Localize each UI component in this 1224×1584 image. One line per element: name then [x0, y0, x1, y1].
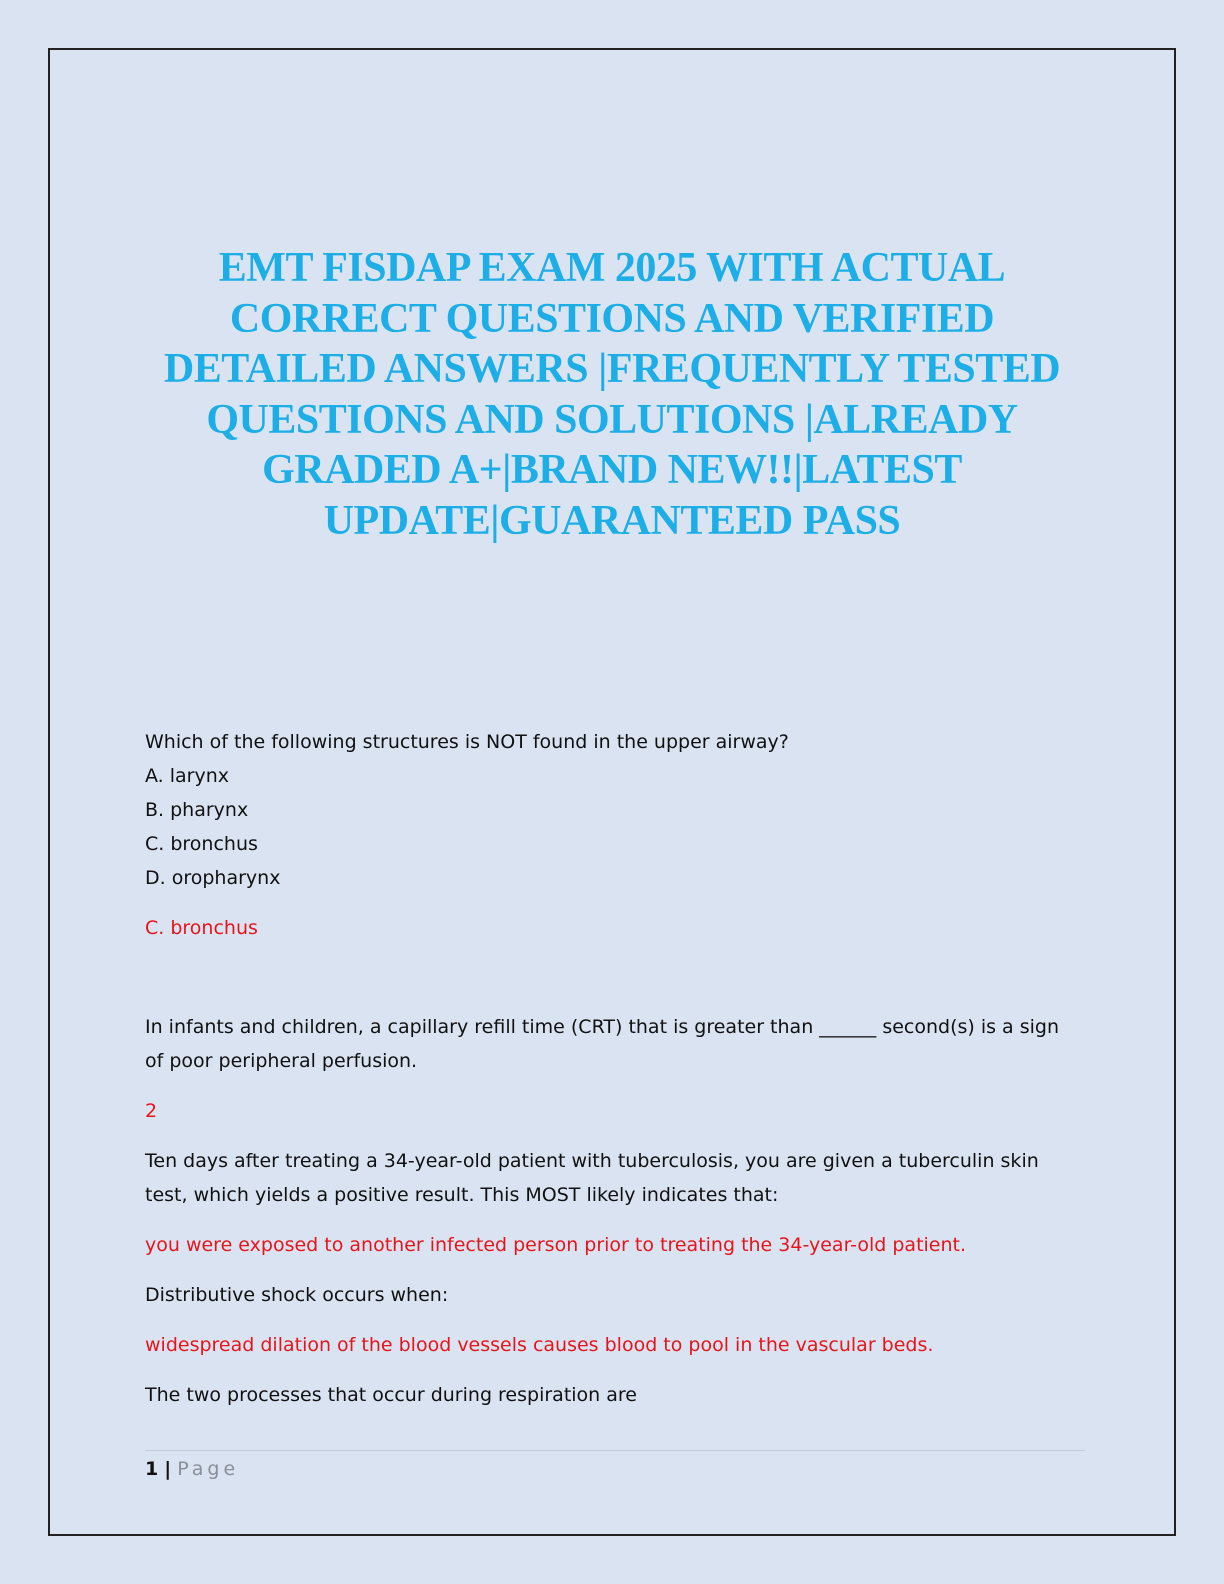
page-number: 1 — [145, 1458, 159, 1480]
question-4-text: Distributive shock occurs when: — [145, 1284, 449, 1306]
question-1-option-d: D. oropharynx — [145, 867, 281, 889]
question-1-text: Which of the following structures is NOT found in the upper airway? — [145, 731, 789, 753]
page-label: Page — [177, 1458, 240, 1480]
footer-separator: | — [164, 1458, 172, 1480]
question-2-answer: 2 — [145, 1100, 158, 1122]
question-2-text-line-1: In infants and children, a capillary refill time (CRT) that is greater than ______ second(s) is a sign — [145, 1016, 1060, 1038]
question-4-answer: widespread dilation of the blood vessels causes blood to pool in the vascular beds. — [145, 1334, 934, 1356]
question-1-option-a: A. larynx — [145, 765, 230, 787]
page-footer — [145, 1454, 239, 1484]
title-line: DETAILED ANSWERS |FREQUENTLY TESTED — [163, 346, 1061, 392]
title-line: UPDATE|GUARANTEED PASS — [323, 497, 901, 544]
question-5-text: The two processes that occur during respiration are — [145, 1384, 637, 1406]
title-line: GRADED A+|BRAND NEW!!|LATEST — [262, 447, 962, 493]
footer-divider — [145, 1450, 1085, 1451]
title-line: CORRECT QUESTIONS AND VERIFIED — [229, 295, 995, 342]
question-3-text-line-1: Ten days after treating a 34-year-old patient with tuberculosis, you are given a tuberculin skin — [145, 1150, 1039, 1172]
question-1-option-c: C. bronchus — [145, 833, 258, 855]
question-1-answer: C. bronchus — [145, 917, 258, 939]
question-3-text-line-2: test, which yields a positive result. This MOST likely indicates that: — [145, 1184, 779, 1206]
document-title — [120, 243, 1104, 546]
question-3-answer: you were exposed to another infected person prior to treating the 34-year-old patient. — [145, 1234, 967, 1256]
title-line: EMT FISDAP EXAM 2025 WITH ACTUAL — [218, 245, 1006, 291]
question-2-text-line-2: of poor peripheral perfusion. — [145, 1050, 418, 1072]
question-1-option-b: B. pharynx — [145, 799, 249, 821]
title-line: QUESTIONS AND SOLUTIONS |ALREADY — [206, 396, 1018, 443]
document-body — [145, 725, 1085, 1412]
